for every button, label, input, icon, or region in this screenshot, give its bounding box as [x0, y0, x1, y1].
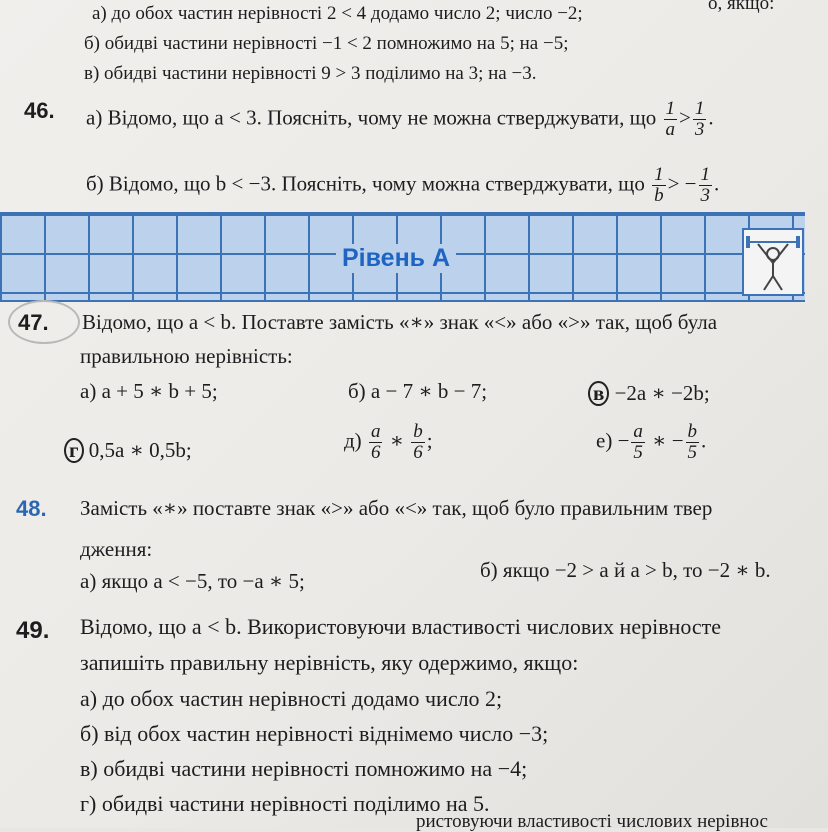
- exercise-47-a: а) a + 5 ∗ b + 5;: [80, 379, 218, 403]
- exercise-47-line-1: Відомо, що a < b. Поставте замість «∗» знак «<» або «>» так, щоб була: [82, 310, 718, 334]
- top-line-2: б) обидві частини нерівності −1 < 2 помножимо на 5; на −5;: [84, 33, 569, 54]
- exercise-46-number: 46.: [24, 98, 55, 123]
- exercise-47-d: д) $\frac{a}{6}$ ∗ $\frac{b}{6}$ ;: [344, 421, 433, 463]
- circled-label-v: в: [588, 381, 609, 406]
- exercise-48-a: а) якщо a < −5, то −a ∗ 5;: [80, 569, 305, 593]
- fraction-1-over-3-b: $\frac{1}{3}$: [700, 164, 711, 206]
- exercise-49-b: б) від обох частин нерівності віднімемо число −3;: [80, 721, 549, 746]
- exercise-48-line-1: Замість «∗» поставте знак «>» або «<» так, щоб було правильним твер: [80, 496, 713, 520]
- circled-label-g: г: [64, 438, 84, 463]
- fraction-b-over-5: $\frac{b}{5}$: [687, 421, 698, 463]
- exercise-46-a: а) Відомо, що a < 3. Поясніть, чому не можна стверджувати, що $\frac{1}{a}$ > $\frac{1}{3}$ .: [86, 98, 714, 140]
- exercise-49-line-1: Відомо, що a < b. Використовуючи властивості числових нерівносте: [80, 614, 722, 639]
- exercise-47-line-2: правильною нерівність:: [80, 344, 293, 368]
- exercise-47-v: в −2a ∗ −2b;: [588, 381, 710, 406]
- fraction-a-over-5: $\frac{a}{5}$: [633, 421, 643, 463]
- exercise-47-b: б) a − 7 ∗ b − 7;: [348, 379, 488, 403]
- exercise-47-number: 47.: [18, 310, 49, 335]
- top-line-1: а) до обох частин нерівності 2 < 4 додамо число 2; число −2;: [92, 3, 583, 24]
- fraction-b-over-6: $\frac{b}{6}$: [413, 421, 423, 463]
- fraction-1-over-b: $\frac{1}{b}$: [654, 164, 664, 206]
- exercise-49-number: 49.: [16, 617, 50, 644]
- exercise-49-a: а) до обох частин нерівності додамо число 2;: [80, 686, 503, 711]
- bottom-cut-line: ристовуючи властивості числових нерівнос: [416, 811, 768, 832]
- exercise-46-b: б) Відомо, що b < −3. Поясніть, чому можна стверджувати, що $\frac{1}{b}$ > − $\frac{1}{3}$ .: [86, 164, 720, 206]
- exercise-47-g: г 0,5a ∗ 0,5b;: [64, 438, 192, 463]
- exercise-48-line-2: дження:: [80, 537, 153, 561]
- level-banner-label: Рівень А: [336, 244, 456, 273]
- exercise-47-e: е) − $\frac{a}{5}$ ∗ − $\frac{b}{5}$ .: [596, 421, 707, 463]
- exercise-49-v: в) обидві частини нерівності помножимо на −4;: [80, 756, 528, 781]
- exercise-49-g: г) обидві частини нерівності поділимо на 5.: [80, 791, 490, 816]
- fraction-a-over-6: $\frac{a}{6}$: [370, 421, 381, 463]
- top-line-3: в) обидві частини нерівності 9 > 3 поділимо на 3; на −3.: [84, 63, 537, 84]
- weightlifter-icon: [742, 228, 804, 296]
- top-line-1-right: о, якщо:: [708, 0, 775, 14]
- exercise-48-number: 48.: [16, 496, 47, 521]
- exercise-49-line-2: запишіть правильну нерівність, яку одержимо, якщо:: [80, 650, 579, 675]
- fraction-1-over-3: $\frac{1}{3}$: [694, 98, 705, 140]
- fraction-1-over-a: $\frac{1}{a}$: [665, 98, 676, 140]
- exercise-48-b: б) якщо −2 > a й a > b, то −2 ∗ b.: [480, 558, 771, 582]
